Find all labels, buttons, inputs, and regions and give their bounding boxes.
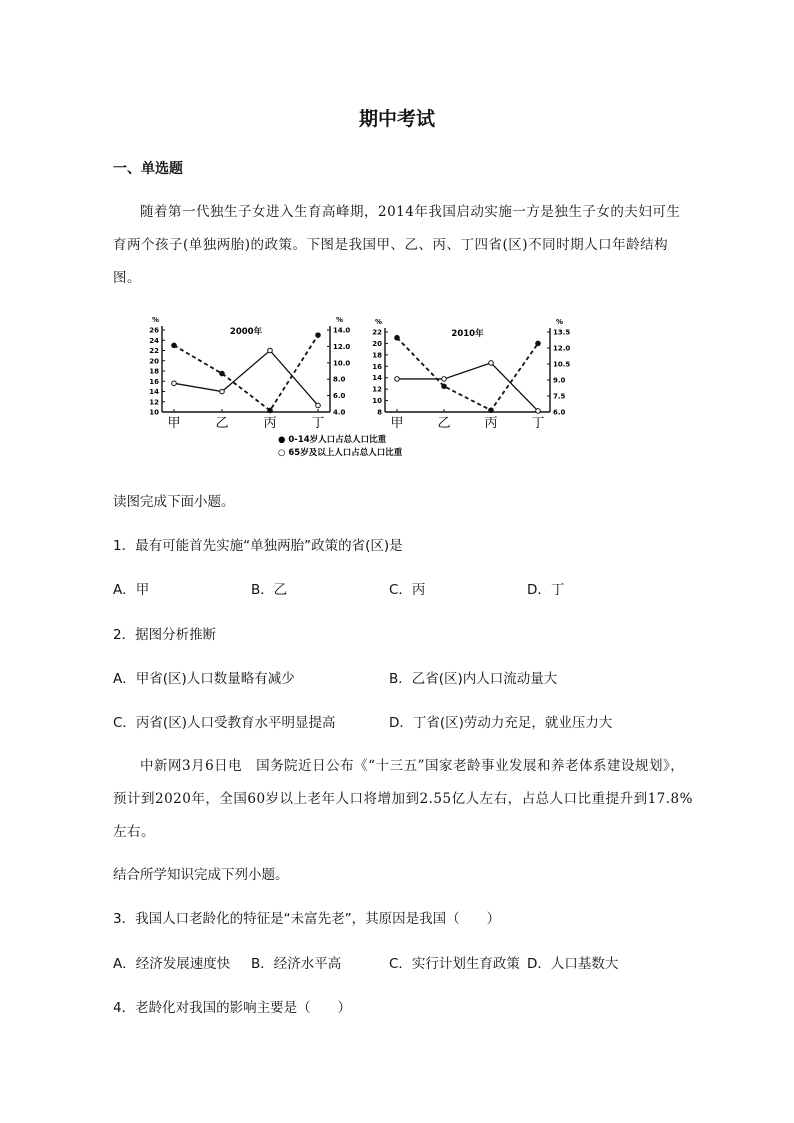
x-tick-label: 丁 (531, 416, 545, 431)
page-title: 期中考试 (358, 108, 435, 130)
legend-item-65-plus: ○ 65岁及以上人口占总人口比重 (278, 448, 403, 458)
left-tick-label: 16 (149, 377, 159, 386)
left-tick-label: 16 (372, 362, 382, 371)
question-3-stem: 3．我国人口老龄化的特征是“未富先老”，其原因是我国（ ） (113, 911, 501, 927)
left-tick-label: 14 (149, 388, 159, 396)
passage-1: 随着第一代独生子女进入生育高峰期，2014年我国启动实施一方是独生子女的夫妇可生育两个孩子(单独两胎)的政策。下图是我国甲、乙、丙、丁四省(区)不同时期人口年龄结构图。 (113, 204, 681, 286)
x-tick-label: 丙 (484, 416, 498, 431)
left-tick-label: 18 (372, 351, 382, 360)
left-tick-label: 22 (372, 328, 382, 337)
x-tick-label: 甲 (390, 416, 404, 431)
series-point-0-1 (220, 371, 225, 376)
passage-2: 中新网3月6日电 国务院近日公布《“十三五”国家老龄事业发展和养老体系建设规划》，预计到2020年，全国60岁以上老年人口将增加到2.55亿人左右，占总人口比重提升到17.8%左右。 (113, 758, 693, 840)
q2-option-d[interactable]: D．丁省(区)劳动力充足，就业压力大 (389, 715, 613, 731)
series-point-1-0 (395, 377, 400, 382)
right-tick-label: 7.5 (553, 392, 566, 401)
left-tick-label: 26 (149, 326, 159, 335)
question-4-stem: 4．老龄化对我国的影响主要是（ ） (113, 1000, 352, 1016)
series-point-0-2 (268, 408, 273, 413)
series-point-1-1 (220, 389, 225, 394)
read-instruction: 读图完成下面小题。 (113, 494, 235, 510)
x-tick-label: 甲 (167, 416, 181, 431)
left-axis-unit: % (375, 318, 383, 326)
right-tick-label: 4.0 (333, 408, 346, 417)
series-point-0-3 (316, 333, 321, 338)
series-point-1-2 (489, 361, 494, 366)
left-tick-label: 8 (377, 408, 382, 417)
q2-option-b[interactable]: B．乙省(区)内人口流动量大 (389, 671, 558, 687)
chart-legend (278, 434, 403, 458)
question-1-stem: 1．最有可能首先实施“单独两胎”政策的省(区)是 (113, 538, 403, 554)
series-point-0-0 (172, 343, 177, 348)
left-axis-unit: % (152, 316, 160, 324)
series-point-0-1 (442, 384, 447, 389)
left-tick-label: 20 (372, 339, 382, 348)
right-tick-label: 8.0 (333, 375, 346, 384)
q3-option-d[interactable]: D．人口基数大 (527, 956, 619, 972)
q1-option-c[interactable]: C．丙 (389, 582, 426, 598)
q2-option-a[interactable]: A．甲省(区)人口数量略有减少 (113, 671, 295, 687)
chart-panel-1 (372, 318, 570, 431)
x-tick-label: 乙 (215, 416, 229, 431)
series-line-1 (397, 363, 538, 411)
right-tick-label: 12.0 (553, 344, 571, 353)
right-tick-label: 9.0 (553, 376, 566, 385)
question-2-stem: 2．据图分析推断 (113, 627, 217, 643)
left-tick-label: 22 (149, 347, 159, 355)
x-tick-label: 丁 (311, 416, 325, 431)
series-point-1-3 (316, 403, 321, 408)
q3-option-c[interactable]: C．实行计划生育政策 (389, 956, 520, 972)
instruction-2: 结合所学知识完成下列小题。 (113, 867, 289, 883)
series-line-0 (397, 338, 538, 411)
right-tick-label: 13.5 (553, 328, 571, 337)
left-tick-label: 18 (149, 367, 159, 376)
left-tick-label: 10 (372, 397, 382, 406)
left-tick-label: 20 (149, 357, 159, 366)
series-line-0 (174, 335, 318, 410)
q3-option-a[interactable]: A．经济发展速度快 (113, 956, 231, 972)
age-structure-chart (140, 312, 590, 462)
x-tick-label: 乙 (437, 416, 451, 431)
q1-option-d[interactable]: D．丁 (527, 582, 565, 598)
right-tick-label: 14.0 (333, 326, 351, 335)
q3-option-b[interactable]: B．经济水平高 (251, 956, 342, 972)
series-point-0-3 (536, 341, 541, 346)
series-point-0-0 (395, 335, 400, 340)
left-tick-label: 12 (372, 385, 382, 394)
chart-title: 2010年 (451, 329, 484, 339)
right-axis-unit: % (556, 318, 564, 326)
right-tick-label: 6.0 (333, 392, 346, 401)
right-axis-unit: % (336, 316, 344, 324)
right-tick-label: 10.0 (333, 359, 351, 368)
series-point-1-3 (536, 409, 541, 414)
x-tick-label: 丙 (263, 416, 277, 431)
chart-title: 2000年 (229, 327, 263, 337)
right-tick-label: 10.5 (553, 360, 571, 369)
chart-panel-0 (149, 316, 350, 431)
series-point-1-1 (442, 377, 447, 382)
q1-option-b[interactable]: B．乙 (251, 582, 288, 598)
left-tick-label: 12 (149, 398, 159, 407)
legend-item-0-14: ● 0-14岁人口占总人口比重 (278, 435, 387, 445)
right-tick-label: 12.0 (333, 342, 351, 351)
left-tick-label: 10 (149, 408, 159, 417)
right-tick-label: 6.0 (553, 408, 566, 417)
series-point-1-0 (172, 381, 177, 386)
q2-option-c[interactable]: C．丙省(区)人口受教育水平明显提高 (113, 715, 336, 731)
series-point-0-2 (489, 408, 494, 413)
left-tick-label: 24 (149, 336, 159, 345)
left-tick-label: 14 (372, 374, 382, 383)
q1-option-a[interactable]: A．甲 (113, 582, 150, 598)
series-point-1-2 (268, 348, 273, 353)
section-heading: 一、单选题 (113, 161, 183, 177)
series-line-1 (174, 351, 318, 406)
